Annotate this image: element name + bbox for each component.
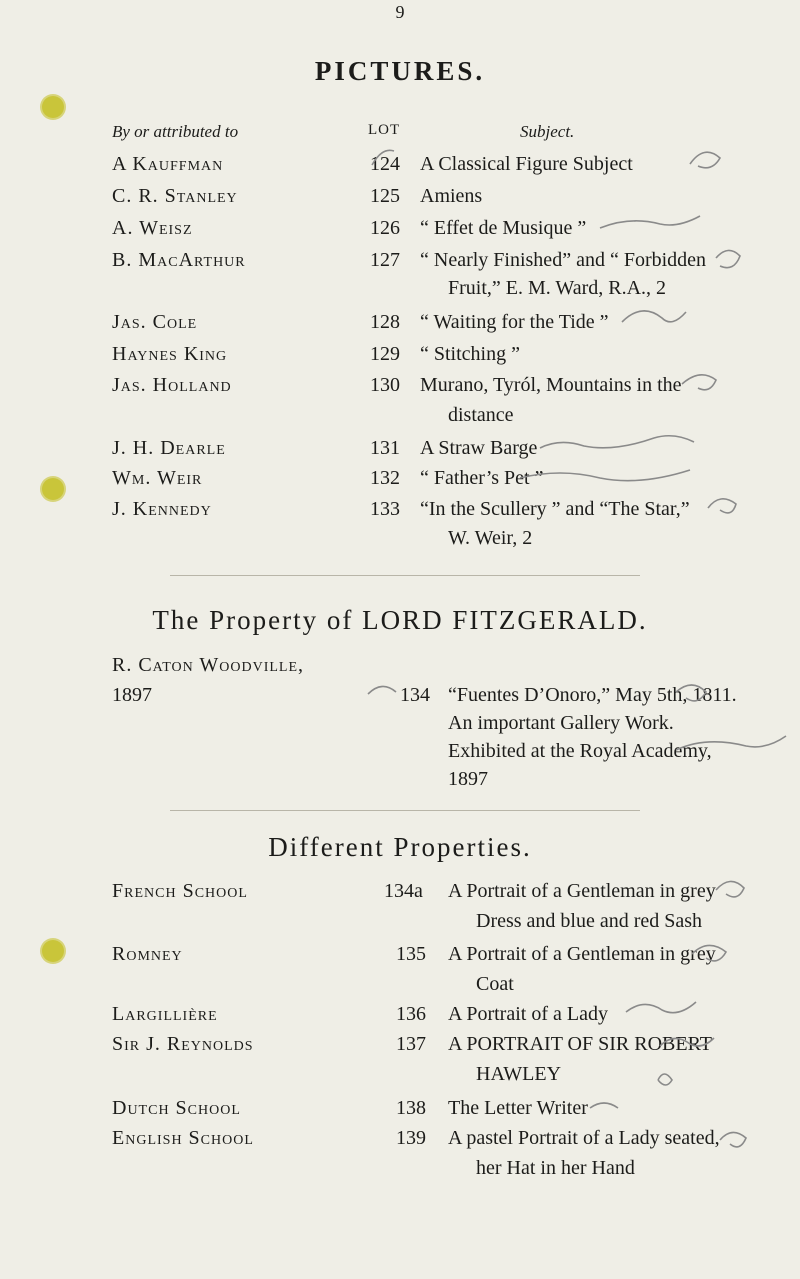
subject-continuation: her Hat in her Hand [476, 1157, 635, 1179]
artist-name: English School [112, 1127, 254, 1149]
subject-text: Exhibited at the Royal Academy, [448, 740, 712, 762]
artist-name: Jas. Cole [112, 311, 198, 333]
pencil-mark [368, 686, 396, 694]
subject-continuation: Dress and blue and red Sash [476, 910, 703, 932]
artist-name: Romney [112, 943, 183, 965]
page-number: 9 [395, 2, 405, 22]
pencil-mark [658, 1074, 672, 1085]
lot-number: 130 [370, 374, 400, 396]
lot-number: 124 [370, 153, 400, 175]
binding-hole [42, 478, 64, 500]
divider [170, 810, 640, 811]
subject-text: 1897 [448, 768, 488, 790]
subject-text: A Straw Barge [420, 437, 538, 459]
subject-continuation: W. Weir, 2 [448, 527, 533, 549]
artist-name: Wm. Weir [112, 467, 203, 489]
page-title: PICTURES. [314, 56, 486, 86]
subject-text: “ Nearly Finished” and “ Forbidden [420, 249, 707, 271]
table-row [0, 1127, 800, 1157]
lot-number: 133 [370, 498, 400, 520]
subject-text: “ Stitching ” [420, 343, 520, 365]
table-row [0, 185, 800, 215]
artist-name: Largillière [112, 1003, 218, 1025]
table-row [0, 217, 800, 247]
artist-name: A Kauffman [112, 153, 224, 175]
table-row [0, 1033, 800, 1063]
lot-number: 131 [370, 437, 400, 459]
subject-text: A pastel Portrait of a Lady seated, [448, 1127, 720, 1149]
lot-number: 139 [396, 1127, 426, 1149]
year: 1897 [112, 684, 152, 706]
lot-number: 126 [370, 217, 400, 239]
header-lot: LOT [368, 122, 401, 138]
lot-number: 125 [370, 185, 400, 207]
subject-text: A Portrait of a Gentleman in grey [448, 943, 716, 965]
subject-text: “ Waiting for the Tide ” [420, 311, 609, 333]
subject-continuation: HAWLEY [476, 1063, 562, 1085]
subject-text: An important Gallery Work. [448, 712, 674, 734]
lot-number: 137 [396, 1033, 426, 1055]
subject-text: A PORTRAIT OF SIR ROBERT [448, 1033, 712, 1055]
binding-hole [42, 96, 64, 118]
subject-text: “ Effet de Musique ” [420, 217, 587, 239]
subject-text: “Fuentes D’Onoro,” May 5th, 1811. [448, 684, 737, 706]
artist-name: B. MacArthur [112, 249, 246, 271]
table-row [0, 311, 800, 341]
subject-text: “In the Scullery ” and “The Star,” [420, 498, 690, 520]
subject-continuation: distance [448, 404, 514, 426]
artist-name: R. Caton Woodville, [112, 654, 305, 676]
lot-number: 129 [370, 343, 400, 365]
table-row [0, 374, 800, 404]
lot-number: 134 [400, 684, 430, 706]
lot-number: 135 [396, 943, 426, 965]
lot-number: 136 [396, 1003, 426, 1025]
lot-number: 134a [384, 880, 423, 902]
binding-hole [42, 940, 64, 962]
subject-text: A Portrait of a Lady [448, 1003, 608, 1025]
artist-name: Sir J. Reynolds [112, 1033, 254, 1055]
table-row [0, 943, 800, 973]
subject-text: Murano, Tyról, Mountains in the [420, 374, 682, 396]
artist-name: J. H. Dearle [112, 437, 226, 459]
table-row [0, 880, 800, 910]
artist-name: A. Weisz [112, 217, 193, 239]
subject-continuation: Coat [476, 973, 514, 995]
table-row [0, 1003, 800, 1033]
artist-name: Dutch School [112, 1097, 241, 1119]
artist-name: Haynes King [112, 343, 228, 365]
table-row [0, 498, 800, 528]
lot-number: 128 [370, 311, 400, 333]
artist-name: J. Kennedy [112, 498, 212, 520]
lot-number: 138 [396, 1097, 426, 1119]
artist-name: C. R. Stanley [112, 185, 238, 207]
table-row [0, 343, 800, 373]
artist-name: Jas. Holland [112, 374, 232, 396]
table-row [0, 467, 800, 497]
subject-text: A Classical Figure Subject [420, 153, 633, 175]
artist-name: French School [112, 880, 248, 902]
subject-text: “ Father’s Pet ” [420, 467, 544, 489]
lot-number: 127 [370, 249, 400, 271]
header-artist: By or attributed to [112, 122, 239, 141]
header-subject: Subject. [520, 122, 575, 141]
divider [170, 575, 640, 576]
subject-text: The Letter Writer [448, 1097, 588, 1119]
subject-text: Amiens [420, 185, 483, 207]
table-row [0, 249, 800, 279]
table-row [0, 153, 800, 183]
table-row [0, 1097, 800, 1127]
subject-text: A Portrait of a Gentleman in grey [448, 880, 716, 902]
section-heading: The Property of LORD FITZGERALD. [152, 605, 648, 635]
section-heading: Different Properties. [268, 832, 532, 862]
lot-number: 132 [370, 467, 400, 489]
subject-continuation: Fruit,” E. M. Ward, R.A., 2 [448, 277, 667, 299]
table-row [0, 437, 800, 467]
